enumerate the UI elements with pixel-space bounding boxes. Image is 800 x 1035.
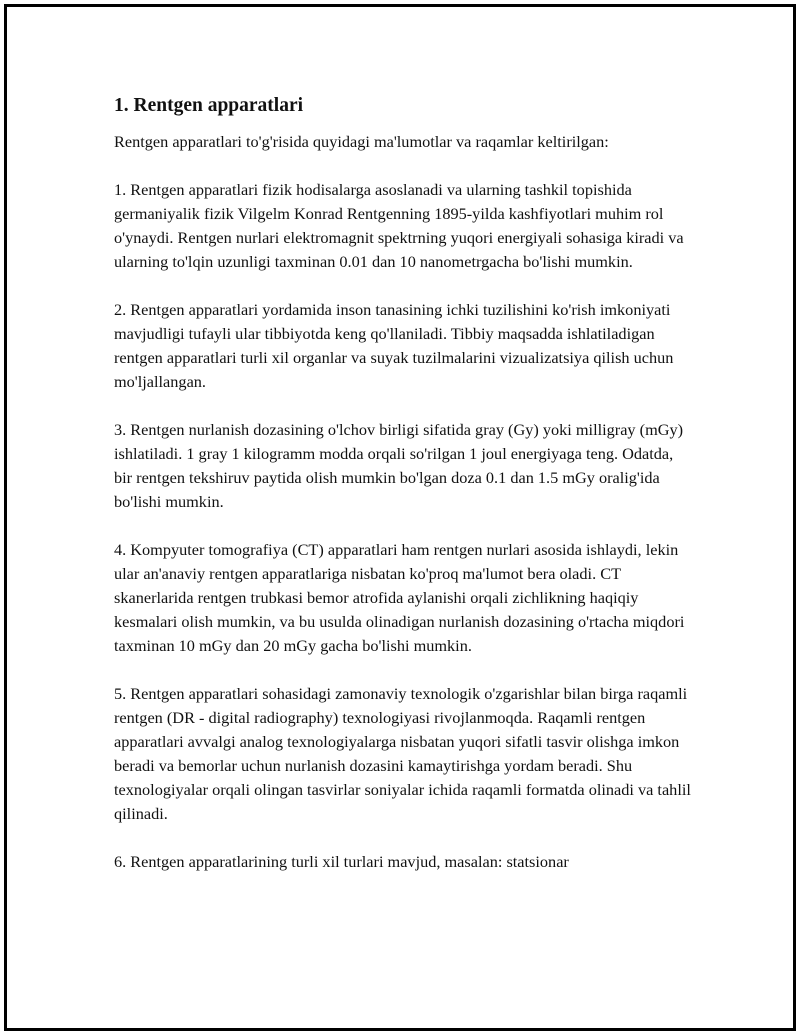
intro-paragraph: Rentgen apparatlari to'g'risida quyidagi ma'lumotlar va raqamlar keltirilgan: — [114, 132, 609, 151]
paragraph-6: 6. Rentgen apparatlarining turli xil turlari mavjud, masalan: statsionar — [114, 852, 569, 871]
paragraph-2: 2. Rentgen apparatlari yordamida inson tanasining ichki tuzilishini ko'rish imkoniyati mavjudligi tufayli ular tibbiyotda keng qo'llaniladi. Tibbiy maqsadda ishlatiladigan rentgen apparatlari turli xil organlar va suyak tuzilmalarini vizualizatsiya qilish uchun mo'ljallangan. — [114, 300, 674, 391]
paragraph-4: 4. Kompyuter tomografiya (CT) apparatlari ham rentgen nurlari asosida ishlaydi, lekin ular an'anaviy rentgen apparatlariga nisbatan ko'proq ma'lumot bera oladi. CT skanerlarida rentgen trubkasi bemor atrofida aylanishi orqali zichlikning haqiqiy kesmalari olish mumkin, va bu usulda olinadigan nurlanish dozasining o'rtacha miqdori taxminan 10 mGy dan 20 mGy gacha bo'lishi mumkin. — [114, 540, 685, 655]
paragraph-3: 3. Rentgen nurlanish dozasining o'lchov birligi sifatida gray (Gy) yoki milligray (mGy) ishlatiladi. 1 gray 1 kilogramm modda orqali so'rilgan 1 joul energiyaga teng. Odatda, bir rentgen tekshiruv paytida olish mumkin bo'lgan doza 0.1 dan 1.5 mGy oralig'ida bo'lishi mumkin. — [114, 420, 684, 511]
paragraph-5: 5. Rentgen apparatlari sohasidagi zamonaviy texnologik o'zgarishlar bilan birga raqamli rentgen (DR - digital radiography) texnologiyasi rivojlanmoqda. Raqamli rentgen apparatlari avvalgi analog texnologiyalarga nisbatan yuqori sifatli tasvir olishga imkon beradi va bemorlar uchun nurlanish dozasini kamaytirishga yordam beradi. Shu texnologiyalar orqali olingan tasvirlar soniyalar ichida raqamli formatda olinadi va tahlil qilinadi. — [114, 684, 691, 823]
paragraph-1: 1. Rentgen apparatlari fizik hodisalarga asoslanadi va ularning tashkil topishida germaniyalik fizik Vilgelm Konrad Rentgenning 1895-yilda kashfiyotlari muhim rol o'ynaydi. Rentgen nurlari elektromagnit spektrning yuqori energiyali sohasiga kiradi va ularning to'lqin uzunligi taxminan 0.01 dan 10 nanometrgacha bo'lishi mumkin. — [114, 180, 684, 271]
document-body — [114, 92, 694, 898]
document-title: 1. Rentgen apparatlari — [114, 95, 304, 116]
